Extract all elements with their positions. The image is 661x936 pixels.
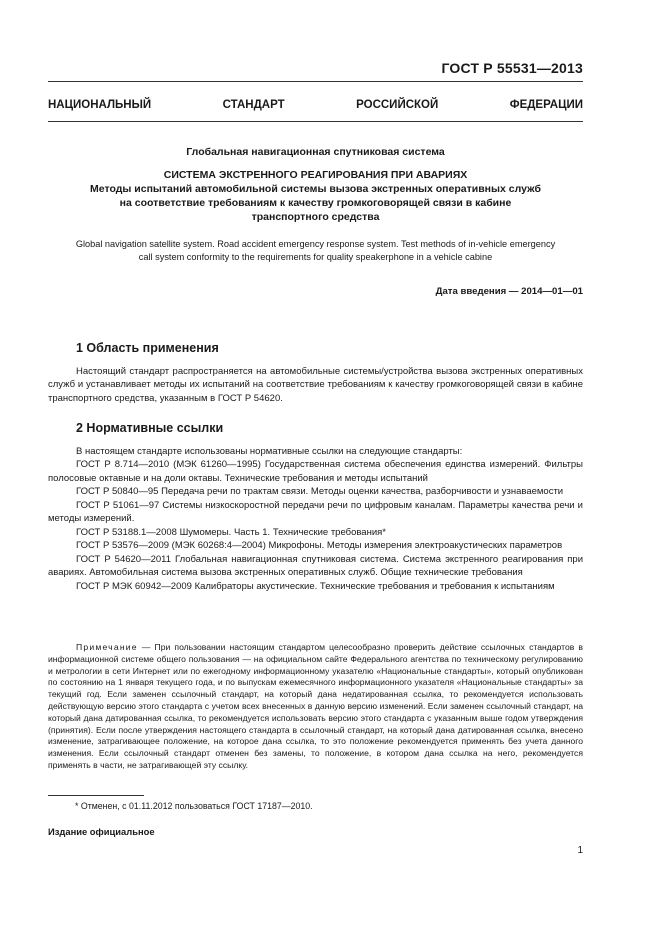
reference-item: ГОСТ Р 54620—2011 Глобальная навигационная спутниковая система. Система экстренного реагирования при авариях. Автомобильная система вызова экстренных оперативных служб. Общие технические требования [48,553,583,578]
note-text: — При пользовании настоящим стандартом целесообразно проверить действие ссылочных стандартов в информационной системе общего пользования — на официальном сайте Федерального агентства по техническому регулированию и метрологии в сети Интернет или по ежегодному информационному указателю «Национальные стандарты», который опубликован по состоянию на 1 января текущего года, и по выпускам ежемесячного информационного указателя «Национальные стандарты» за текущий год. Если заменен ссылочный стандарт, на который дана недатированная ссылка, то рекомендуется использовать действующую версию этого стандарта с учетом всех внесенных в данную версию изменений. Если заменен ссылочный стандарт, на который дана датированная ссылка, то рекомендуется использовать версию этого стандарта с указанным выше годом утверждения (принятия). Если после утверждения настоящего стандарта в ссылочный стандарт, на который дана датированная ссылка, внесено изменение, затрагивающее положение, на которое дана ссылка, то это положение рекомендуется применять без учета данного изменения. Если ссылочный стандарт отменен без замены, то положение, в котором дана ссылка на него, рекомендуется применять в части, не затрагивающей эту ссылку. [48,642,583,770]
reference-item: ГОСТ Р 53188.1—2008 Шумомеры. Часть 1. Технические требования* [76,526,386,538]
header-rule-bottom [48,121,583,122]
english-title-line-2: call system conformity to the requirements for quality speakerphone in a vehicle cabine [138,252,493,262]
reference-item: ГОСТ Р 8.714—2010 (МЭК 61260—1995) Государственная система обеспечения единства измерений. Фильтры полосовые октавные и на доли октавы. Технические требования и методы испытаний [48,459,583,484]
page-number: 1 [577,845,583,856]
reference-item: ГОСТ Р 53576—2009 (МЭК 60268:4—2004) Микрофоны. Методы измерения электроакустических параметров [76,540,563,551]
document-title [48,168,583,224]
reference-item: ГОСТ Р 50840—95 Передача речи по трактам связи. Методы оценки качества, разборчивости и узнаваемости [76,486,564,497]
system-title: Глобальная навигационная спутниковая система [186,146,445,158]
header-rule-top [48,81,583,82]
english-title [48,238,583,264]
title-line-4: транспортного средства [251,211,380,223]
standard-number: ГОСТ Р 55531—2013 [441,60,583,76]
introduction-date: Дата введения — 2014—01—01 [435,286,583,297]
title-line-1: СИСТЕМА ЭКСТРЕННОГО РЕАГИРОВАНИЯ ПРИ АВАРИЯХ [163,169,468,181]
english-title-line-1: Global navigation satellite system. Road accident emergency response system. Test methods of in-vehicle emergency [75,239,556,249]
title-line-2: Методы испытаний автомобильной системы вызова экстренных оперативных служб [90,183,541,195]
footnote: * Отменен, с 01.11.2012 пользоваться ГОСТ 17187—2010. [75,801,313,811]
paragraph: В настоящем стандарте использованы нормативные ссылки на следующие стандарты: [76,445,463,457]
section-heading: 1 Область применения [76,341,219,355]
paragraph: Настоящий стандарт распространяется на автомобильные системы/устройства вызова экстренных оперативных служб и устанавливает методы их испытаний на соответствие требованиям к качеству громкоговорящей связи в кабине транспортного средства, указанным в ГОСТ Р 54620. [48,365,583,404]
section-scope [48,342,583,405]
section-normative-references [48,422,583,593]
footnote-rule [48,795,144,796]
official-edition-label: Издание официальное [48,826,155,837]
reference-item: ГОСТ Р МЭК 60942—2009 Калибраторы акустические. Технические требования и требования к испытаниям [76,580,555,592]
national-standard-banner: НАЦИОНАЛЬНЫЙ СТАНДАРТ РОССИЙСКОЙ ФЕДЕРАЦИИ [48,99,583,111]
section-heading: 2 Нормативные ссылки [76,421,224,435]
note-label: Примечание [76,642,138,652]
note-block [48,642,583,772]
title-line-3: на соответствие требованиям к качеству громкоговорящей связи в кабине [119,197,512,209]
reference-item: ГОСТ Р 51061—97 Системы низкоскоростной передачи речи по цифровым каналам. Параметры качества речи и методы измерений. [48,499,583,524]
